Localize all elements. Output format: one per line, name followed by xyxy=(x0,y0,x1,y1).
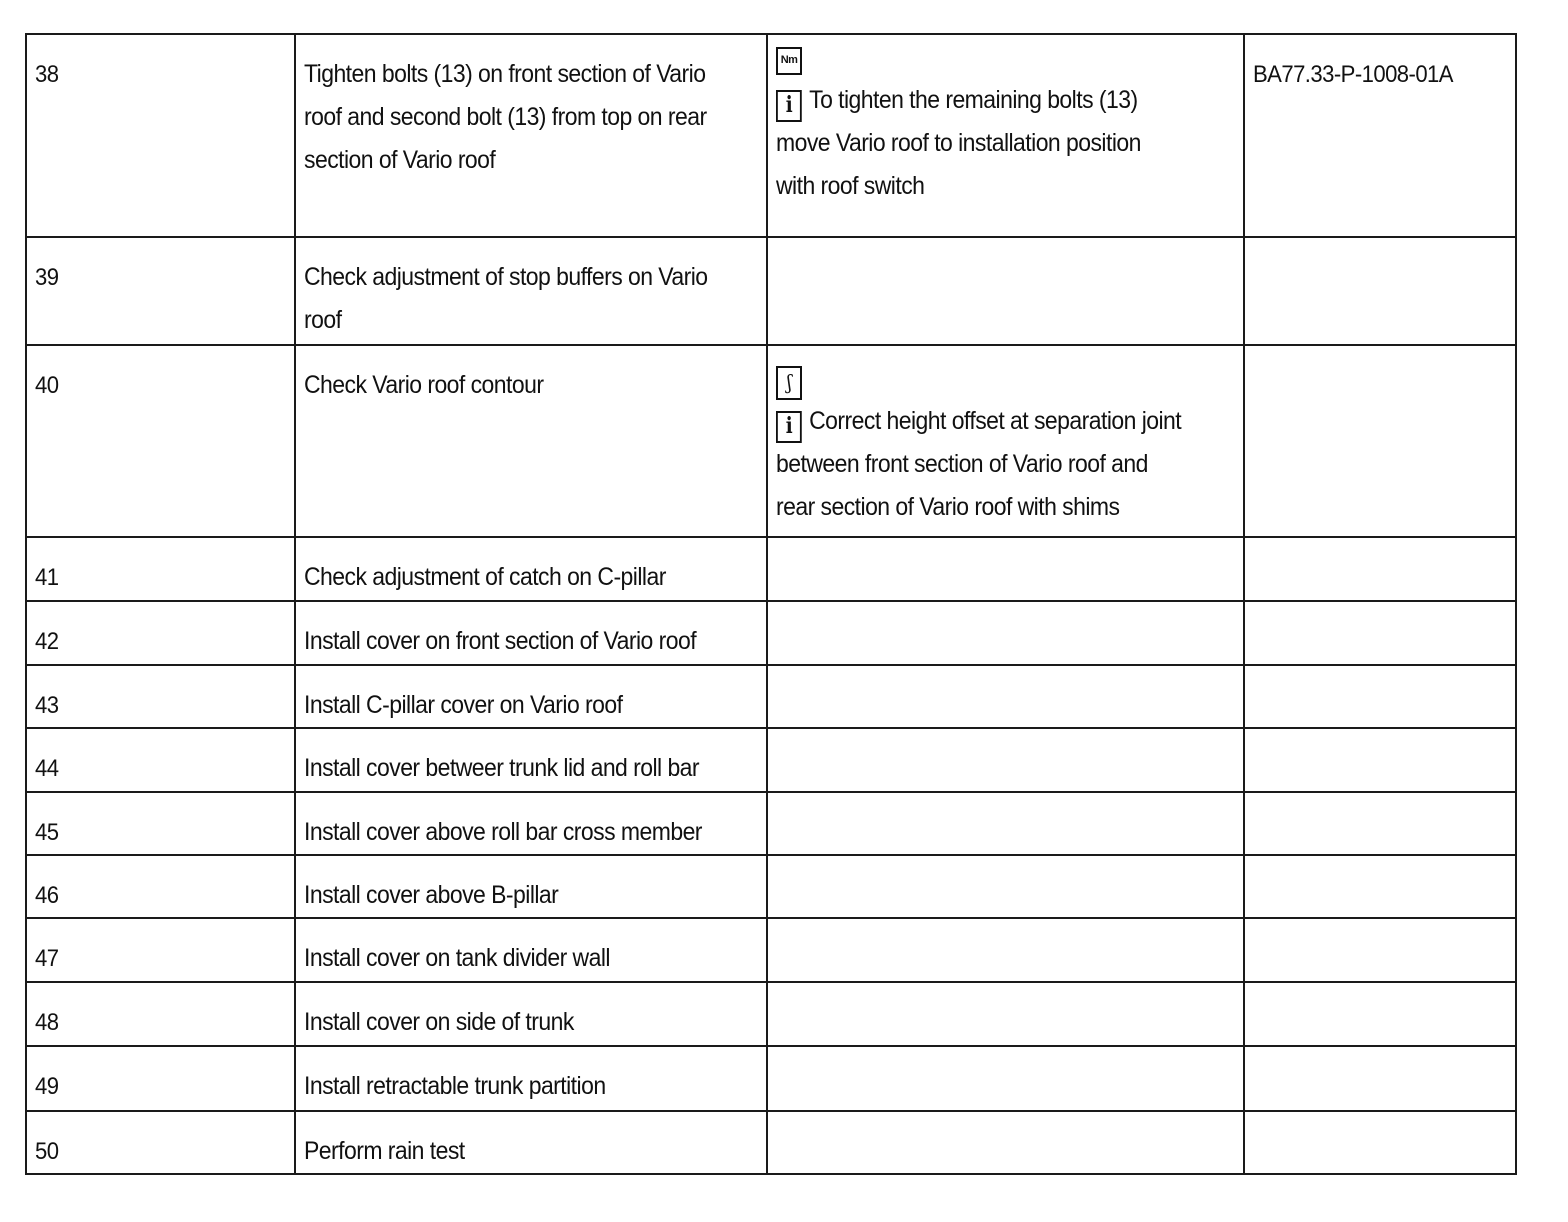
step-number-cell xyxy=(26,34,295,237)
table-row xyxy=(26,1111,1516,1174)
note-cell xyxy=(767,792,1244,855)
step-number-cell xyxy=(26,345,295,537)
note-cell xyxy=(767,855,1244,918)
note-cell xyxy=(767,34,1244,237)
note-text-line: move Vario roof to installation position xyxy=(775,129,1141,157)
step-number: 43 xyxy=(35,692,59,719)
table-row xyxy=(26,237,1516,345)
step-number-cell xyxy=(26,855,295,918)
step-number: 48 xyxy=(35,1009,59,1036)
step-description-line: Install cover on tank divider wall xyxy=(303,944,610,972)
step-description-line: Install cover above B-pillar xyxy=(303,881,558,909)
note-cell xyxy=(767,537,1244,601)
step-description-cell xyxy=(295,345,767,537)
note-cell xyxy=(767,728,1244,792)
step-description-cell xyxy=(295,537,767,601)
step-description-line: roof and second bolt (13) from top on rear xyxy=(303,103,707,131)
step-description-line: Install cover above roll bar cross member xyxy=(303,818,702,846)
step-number: 45 xyxy=(35,819,59,846)
step-number-cell xyxy=(26,237,295,345)
reference-cell xyxy=(1244,982,1516,1046)
table-row xyxy=(26,855,1516,918)
step-number-cell xyxy=(26,792,295,855)
procedure-table xyxy=(25,33,1517,1175)
step-description-line: Perform rain test xyxy=(303,1137,465,1165)
step-number: 42 xyxy=(35,628,59,655)
step-description-line: Install cover on front section of Vario roof xyxy=(303,627,696,655)
step-description-cell xyxy=(295,855,767,918)
table-row xyxy=(26,665,1516,728)
note-text-line: between front section of Vario roof and xyxy=(775,450,1148,478)
note-line xyxy=(776,122,1141,165)
reference-cell xyxy=(1244,1046,1516,1111)
step-number: 40 xyxy=(35,372,59,399)
step-number: 47 xyxy=(35,945,59,972)
note-cell xyxy=(767,601,1244,665)
table-row xyxy=(26,345,1516,537)
note-line xyxy=(776,79,1138,122)
step-description-line: section of Vario roof xyxy=(303,146,495,174)
reference-cell xyxy=(1244,34,1516,237)
step-description-line: Install retractable trunk partition xyxy=(303,1072,606,1100)
step-description-cell xyxy=(295,665,767,728)
table-row xyxy=(26,1046,1516,1111)
table-row xyxy=(26,918,1516,982)
step-description-line: Check adjustment of catch on C-pillar xyxy=(303,563,666,591)
reference-cell xyxy=(1244,1111,1516,1174)
note-cell xyxy=(767,345,1244,537)
reference-cell xyxy=(1244,728,1516,792)
reference-cell xyxy=(1244,855,1516,918)
step-description-line: Tighten bolts (13) on front section of Vario xyxy=(303,60,706,88)
note-cell xyxy=(767,237,1244,345)
step-number: 39 xyxy=(35,264,59,291)
step-description-line: roof xyxy=(303,306,342,334)
note-line xyxy=(776,165,924,208)
note-line xyxy=(776,486,1119,529)
step-description-line: Install cover betweer trunk lid and roll bar xyxy=(303,754,699,782)
note-line xyxy=(776,400,1181,443)
table-row xyxy=(26,34,1516,237)
step-number: 49 xyxy=(35,1073,59,1100)
table-row xyxy=(26,537,1516,601)
step-number-cell xyxy=(26,537,295,601)
step-description-cell xyxy=(295,237,767,345)
step-number: 41 xyxy=(35,564,59,591)
step-number: 50 xyxy=(35,1138,59,1165)
step-number-cell xyxy=(26,918,295,982)
torque-nm-icon: Nm xyxy=(776,47,802,75)
reference-cell xyxy=(1244,345,1516,537)
step-description-cell xyxy=(295,918,767,982)
step-number-cell xyxy=(26,601,295,665)
reference-code: BA77.33-P-1008-01A xyxy=(1253,61,1454,88)
note-text-line: Correct height offset at separation joint xyxy=(809,407,1182,435)
step-number: 38 xyxy=(35,61,59,88)
note-cell xyxy=(767,665,1244,728)
step-number-cell xyxy=(26,1111,295,1174)
step-description-line: Install C-pillar cover on Vario roof xyxy=(303,691,623,719)
step-number-cell xyxy=(26,982,295,1046)
table-row xyxy=(26,792,1516,855)
info-icon: i xyxy=(776,90,802,122)
step-description-cell xyxy=(295,601,767,665)
step-description-line: Install cover on side of trunk xyxy=(303,1008,574,1036)
reference-cell xyxy=(1244,237,1516,345)
table-row xyxy=(26,982,1516,1046)
reference-cell xyxy=(1244,601,1516,665)
step-description-cell xyxy=(295,728,767,792)
note-cell xyxy=(767,1046,1244,1111)
reference-cell xyxy=(1244,918,1516,982)
note-cell xyxy=(767,1111,1244,1174)
step-number: 44 xyxy=(35,755,59,782)
step-description-cell xyxy=(295,1046,767,1111)
step-number-cell xyxy=(26,728,295,792)
step-number-cell xyxy=(26,665,295,728)
note-cell xyxy=(767,918,1244,982)
step-number: 46 xyxy=(35,882,59,909)
step-description-cell xyxy=(295,792,767,855)
reference-cell xyxy=(1244,792,1516,855)
info-icon: i xyxy=(776,411,802,443)
step-description-cell xyxy=(295,982,767,1046)
step-number-cell xyxy=(26,1046,295,1111)
note-text-line: rear section of Vario roof with shims xyxy=(775,493,1120,521)
tool-icon: ʃ xyxy=(776,366,802,400)
step-description-cell xyxy=(295,1111,767,1174)
step-description-line: Check adjustment of stop buffers on Vario xyxy=(303,263,708,291)
step-description-line: Check Vario roof contour xyxy=(303,371,544,399)
table-row xyxy=(26,601,1516,665)
note-line xyxy=(776,443,1148,486)
reference-cell xyxy=(1244,665,1516,728)
reference-cell xyxy=(1244,537,1516,601)
table-row xyxy=(26,728,1516,792)
step-description-cell xyxy=(295,34,767,237)
note-cell xyxy=(767,982,1244,1046)
note-text-line: with roof switch xyxy=(775,172,925,200)
note-text-line: To tighten the remaining bolts (13) xyxy=(809,86,1138,114)
